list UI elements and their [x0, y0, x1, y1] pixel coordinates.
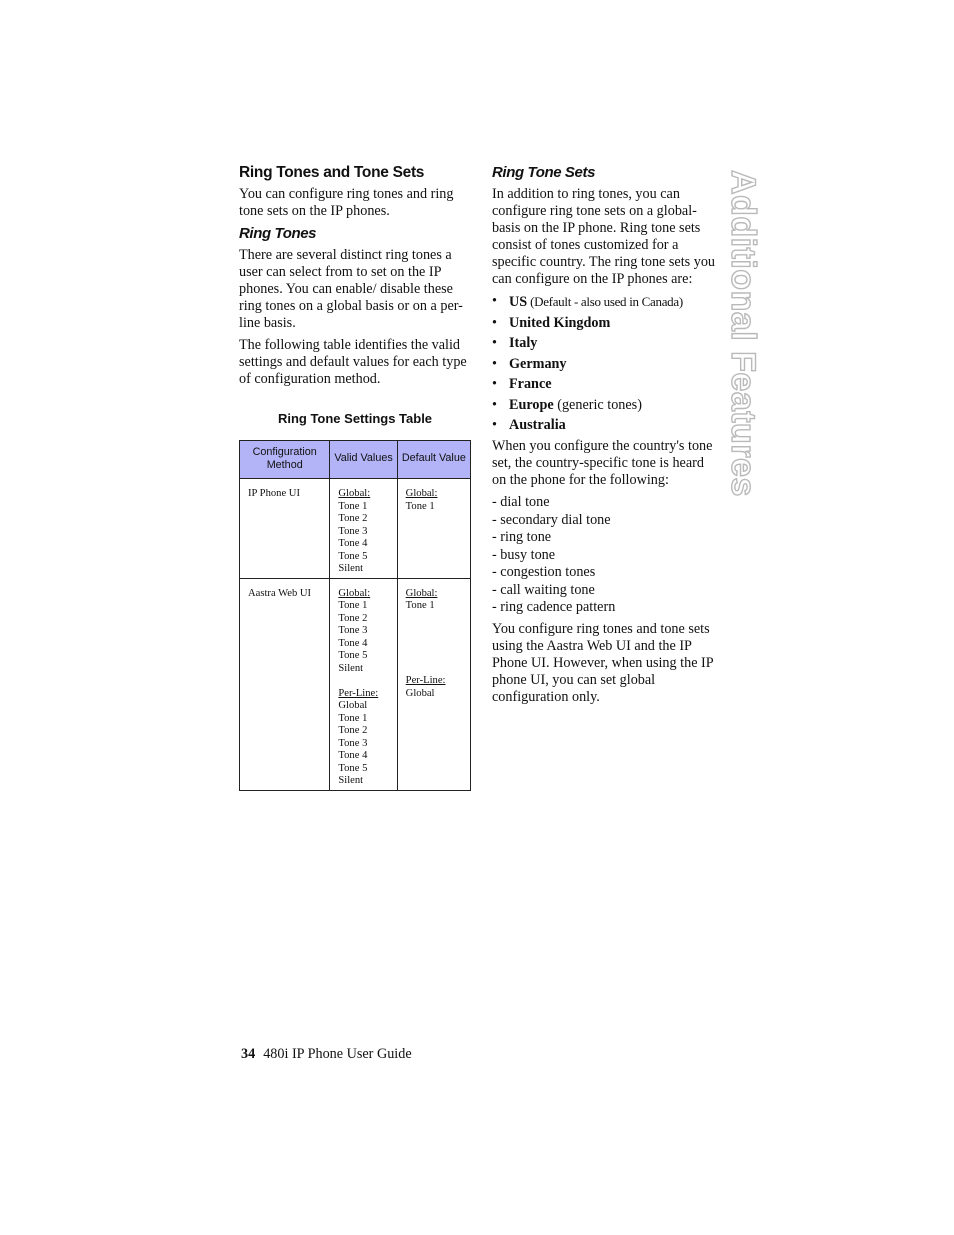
list-item [492, 356, 718, 373]
scope-label: Global: [405, 587, 438, 599]
column-header: Configuration Method [240, 441, 330, 479]
bullet-icon: • [492, 293, 497, 309]
value-item: Tone 5 [338, 550, 368, 562]
value-item: Silent [338, 563, 364, 574]
list-item: - ring tone [492, 529, 552, 545]
default-value-cell [397, 479, 470, 579]
ring-tones-heading: Ring Tones [239, 225, 317, 242]
value-item: Silent [338, 662, 364, 674]
country-name: Europe [509, 396, 554, 413]
page-footer [241, 1046, 412, 1063]
column-header: Default Value [397, 441, 470, 479]
valid-values-cell [330, 578, 397, 790]
list-item [492, 397, 718, 414]
table-row [240, 578, 471, 790]
right-column [492, 164, 718, 711]
table-header-row [240, 441, 471, 479]
country-tone-paragraph: When you configure the country's tone set, the country-specific tone is heard on the phone for the following: [492, 438, 713, 488]
list-item [492, 293, 718, 311]
bullet-icon: • [492, 335, 497, 351]
table-intro-paragraph: The following table identifies the valid settings and default values for each type of configuration method. [239, 337, 467, 387]
country-name: Australia [509, 417, 566, 433]
scope-label: Per-Line: [338, 687, 379, 699]
bullet-icon: • [492, 376, 497, 392]
ring-tone-sets-paragraph: In addition to ring tones, you can configure ring tone sets on a global-basis on the IP phone. Ring tone sets consist of tones customized for a specific country. The ring tone sets you can configure on the IP phones are: [492, 186, 716, 287]
country-note: (generic tones) [553, 396, 642, 413]
section-heading: Ring Tones and Tone Sets [239, 164, 425, 181]
ring-tone-settings-table [239, 440, 471, 791]
list-item [492, 335, 718, 352]
valid-values-cell [330, 479, 397, 579]
method-cell: IP Phone UI [240, 479, 330, 579]
guide-title: 480i IP Phone User Guide [263, 1046, 412, 1062]
country-list [492, 293, 718, 434]
value-item: Tone 1 [338, 712, 368, 724]
value-item: Tone 1 [405, 600, 435, 611]
list-item: - ring cadence pattern [492, 599, 616, 615]
list-item: - call waiting tone [492, 581, 595, 598]
scope-label: Per-Line: [405, 675, 446, 686]
column-header: Valid Values [330, 441, 397, 479]
value-item: Tone 1 [338, 500, 368, 512]
value-item: Global [405, 687, 435, 699]
country-name: US [509, 294, 528, 310]
ring-tone-sets-heading: Ring Tone Sets [492, 164, 596, 181]
intro-paragraph: You can configure ring tones and ring tone sets on the IP phones. [239, 186, 454, 219]
list-item [492, 315, 718, 332]
value-item: Tone 5 [338, 650, 368, 661]
value-item: Tone 1 [405, 500, 435, 512]
method-cell: Aastra Web UI [240, 578, 330, 790]
sidebar-section-title [724, 170, 764, 510]
default-value-cell [397, 578, 470, 790]
value-item: Tone 3 [338, 625, 368, 636]
country-name: Germany [509, 355, 567, 372]
list-item [492, 417, 718, 434]
list-item: - dial tone [492, 494, 550, 510]
tone-list [492, 494, 718, 616]
value-item: Global [338, 700, 368, 711]
ring-tones-paragraph: There are several distinct ring tones a user can select from to set on the IP phones. You can enable/ disable these ring tones on a global basis or on a per-line basis. [239, 247, 463, 331]
scope-label: Global: [338, 587, 371, 599]
sidebar-title-text: Additional Features [724, 170, 762, 497]
configuration-paragraph: You configure ring tones and tone sets using the Aastra Web UI and the IP Phone UI. However, when using the IP phone UI, you can set global configuration only. [492, 621, 714, 705]
value-item: Tone 1 [338, 600, 368, 611]
list-item: - busy tone [492, 546, 556, 563]
value-item: Tone 4 [338, 637, 368, 649]
bullet-icon: • [492, 355, 497, 372]
value-item: Tone 5 [338, 762, 368, 774]
list-item [492, 376, 718, 393]
value-item: Tone 4 [338, 750, 368, 761]
scope-label: Global: [405, 488, 438, 499]
value-item: Tone 4 [338, 538, 368, 549]
list-item: - secondary dial tone [492, 511, 611, 528]
bullet-icon: • [492, 396, 497, 413]
table-caption: Ring Tone Settings Table [277, 411, 433, 426]
country-note: (Default - also used in Canada) [527, 294, 683, 309]
left-column [239, 164, 467, 439]
bullet-icon: • [492, 314, 497, 331]
value-item: Tone 3 [338, 525, 368, 537]
page-number: 34 [241, 1046, 256, 1062]
value-item: Tone 2 [338, 513, 368, 524]
table-row [240, 479, 471, 579]
scope-label: Global: [338, 488, 371, 499]
value-item: Tone 2 [338, 725, 368, 736]
country-name: United Kingdom [509, 314, 611, 331]
country-name: Italy [509, 335, 538, 351]
value-item: Tone 2 [338, 612, 368, 624]
value-item: Silent [338, 775, 364, 786]
list-item: - congestion tones [492, 564, 596, 580]
value-item: Tone 3 [338, 737, 368, 749]
bullet-icon: • [492, 417, 497, 433]
country-name: France [509, 376, 552, 392]
